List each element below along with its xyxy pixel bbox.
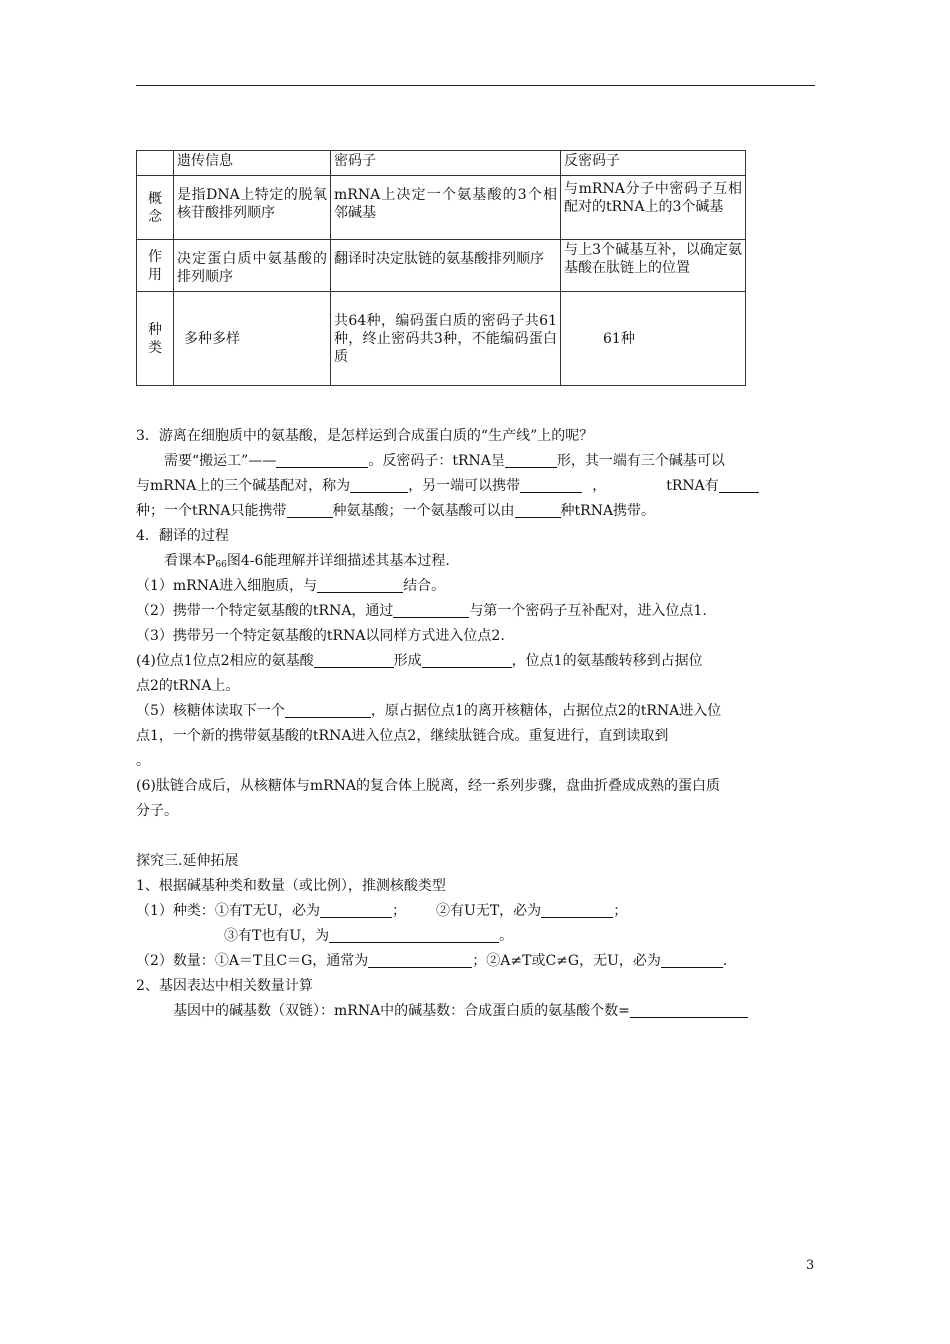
table-cell: 与上3个碱基互补，以确定氨基酸在肽链上的位置 (561, 240, 746, 292)
answer-blank[interactable] (287, 500, 333, 518)
step-5: （5）核糖体读取下一个 ，原占据位点1的离开核糖体，占据位点2的tRNA进入位 (136, 699, 815, 724)
answer-blank[interactable] (350, 475, 408, 493)
answer-blank[interactable] (368, 950, 472, 968)
table-header-row (137, 151, 746, 176)
answer-blank[interactable] (276, 450, 368, 468)
step-3: （3）携带另一个特定氨基酸的tRNA以同样方式进入位点2. (136, 628, 505, 644)
answer-blank[interactable] (329, 925, 499, 943)
question-4-title: 4．翻译的过程 (136, 528, 229, 544)
question-3-line-1: 需要“搬运工”—— 。反密码子：tRNA呈 形，其一端有三个碱基可以 (136, 449, 815, 474)
step-5-cont: 点1，一个新的携带氨基酸的tRNA进入位点2，继续肽链合成。重复进行，直到读取到 (136, 728, 669, 744)
quantity-line: （2）数量：①A＝T且C＝G，通常为 ；②A≠T或C≠G，无U，必为 . (136, 949, 815, 974)
table-row (137, 176, 746, 240)
step-1: （1）mRNA进入细胞质，与 结合。 (136, 574, 815, 599)
comparison-table (136, 150, 746, 386)
question-3-line-2: 与mRNA上的三个碱基配对，称为 ，另一端可以携带 ， tRNA有 (136, 474, 815, 499)
answer-blank[interactable] (422, 650, 512, 668)
step-4-cont: 点2的tRNA上。 (136, 678, 240, 694)
answer-blank[interactable] (661, 950, 723, 968)
calc-line: 基因中的碱基数（双链）：mRNA中的碱基数：合成蛋白质的氨基酸个数= (136, 999, 815, 1024)
step-6-cont: 分子。 (136, 803, 178, 819)
extension-point-1: 1、根据碱基种类和数量（或比例），推测核酸类型 (136, 878, 446, 894)
answer-blank[interactable] (515, 500, 561, 518)
table-cell: 翻译时决定肽链的氨基酸排列顺序 (331, 240, 561, 292)
table-header-cell: 密码子 (331, 151, 561, 176)
answer-blank[interactable] (541, 900, 613, 918)
table-header-cell (137, 151, 174, 176)
answer-blank[interactable] (630, 1000, 748, 1018)
table-cell: 多种多样 (174, 292, 331, 386)
table-cell: 是指DNA上特定的脱氧核苷酸排列顺序 (174, 176, 331, 240)
answer-blank[interactable] (320, 900, 392, 918)
extension-point-2: 2、基因表达中相关数量计算 (136, 978, 313, 994)
step-5-end: 。 (136, 753, 150, 769)
answer-blank[interactable] (719, 475, 759, 493)
row-header: 概念 (137, 176, 174, 240)
header-rule (136, 85, 815, 86)
answer-blank[interactable] (505, 450, 557, 468)
row-header: 种类 (137, 292, 174, 386)
document-body (136, 424, 815, 1024)
row-header: 作用 (137, 240, 174, 292)
answer-blank[interactable] (393, 600, 469, 618)
table-cell: 共64种，编码蛋白质的密码子共61种，终止密码共3种，不能编码蛋白质 (331, 292, 561, 386)
table-row (137, 292, 746, 386)
question-3-line-3: 种；一个tRNA只能携带 种氨基酸；一个氨基酸可以由 种tRNA携带。 (136, 499, 815, 524)
table-cell: 决定蛋白质中氨基酸的排列顺序 (174, 240, 331, 292)
table-cell: 与mRNA分子中密码子互相配对的tRNA上的3个碱基 (561, 176, 746, 240)
table-header-cell: 反密码子 (561, 151, 746, 176)
step-2: （2）携带一个特定氨基酸的tRNA，通过 与第一个密码子互补配对，进入位点1. (136, 599, 815, 624)
answer-blank[interactable] (314, 650, 394, 668)
answer-blank[interactable] (317, 575, 403, 593)
table-cell: mRNA上决定一个氨基酸的3个相邻碱基 (331, 176, 561, 240)
table-header-cell: 遗传信息 (174, 151, 331, 176)
extension-title: 探究三.延伸拓展 (136, 853, 239, 869)
question-4-intro: 看课本$P_{66}$图4-6能理解并详细描述其基本过程. (164, 553, 450, 570)
step-6: (6)肽链合成后，从核糖体与mRNA的复合体上脱离，经一系列步骤，盘曲折叠成成熟的蛋白质 (136, 778, 721, 794)
answer-blank[interactable] (285, 700, 371, 718)
step-4: (4)位点1位点2相应的氨基酸 形成 ，位点1的氨基酸转移到占据位 (136, 649, 815, 674)
kind-line-2: ③有T也有U，为 。 (136, 924, 815, 949)
question-3-title: 3．游离在细胞质中的氨基酸，是怎样运到合成蛋白质的“生产线”上的呢？ (136, 428, 594, 444)
kind-line-1: （1）种类：①有T无U，必为 ； ②有U无T，必为 ； (136, 899, 815, 924)
answer-blank[interactable] (520, 475, 582, 493)
page-number: 3 (806, 1258, 815, 1273)
table-cell: 61种 (561, 292, 746, 386)
table-row (137, 240, 746, 292)
